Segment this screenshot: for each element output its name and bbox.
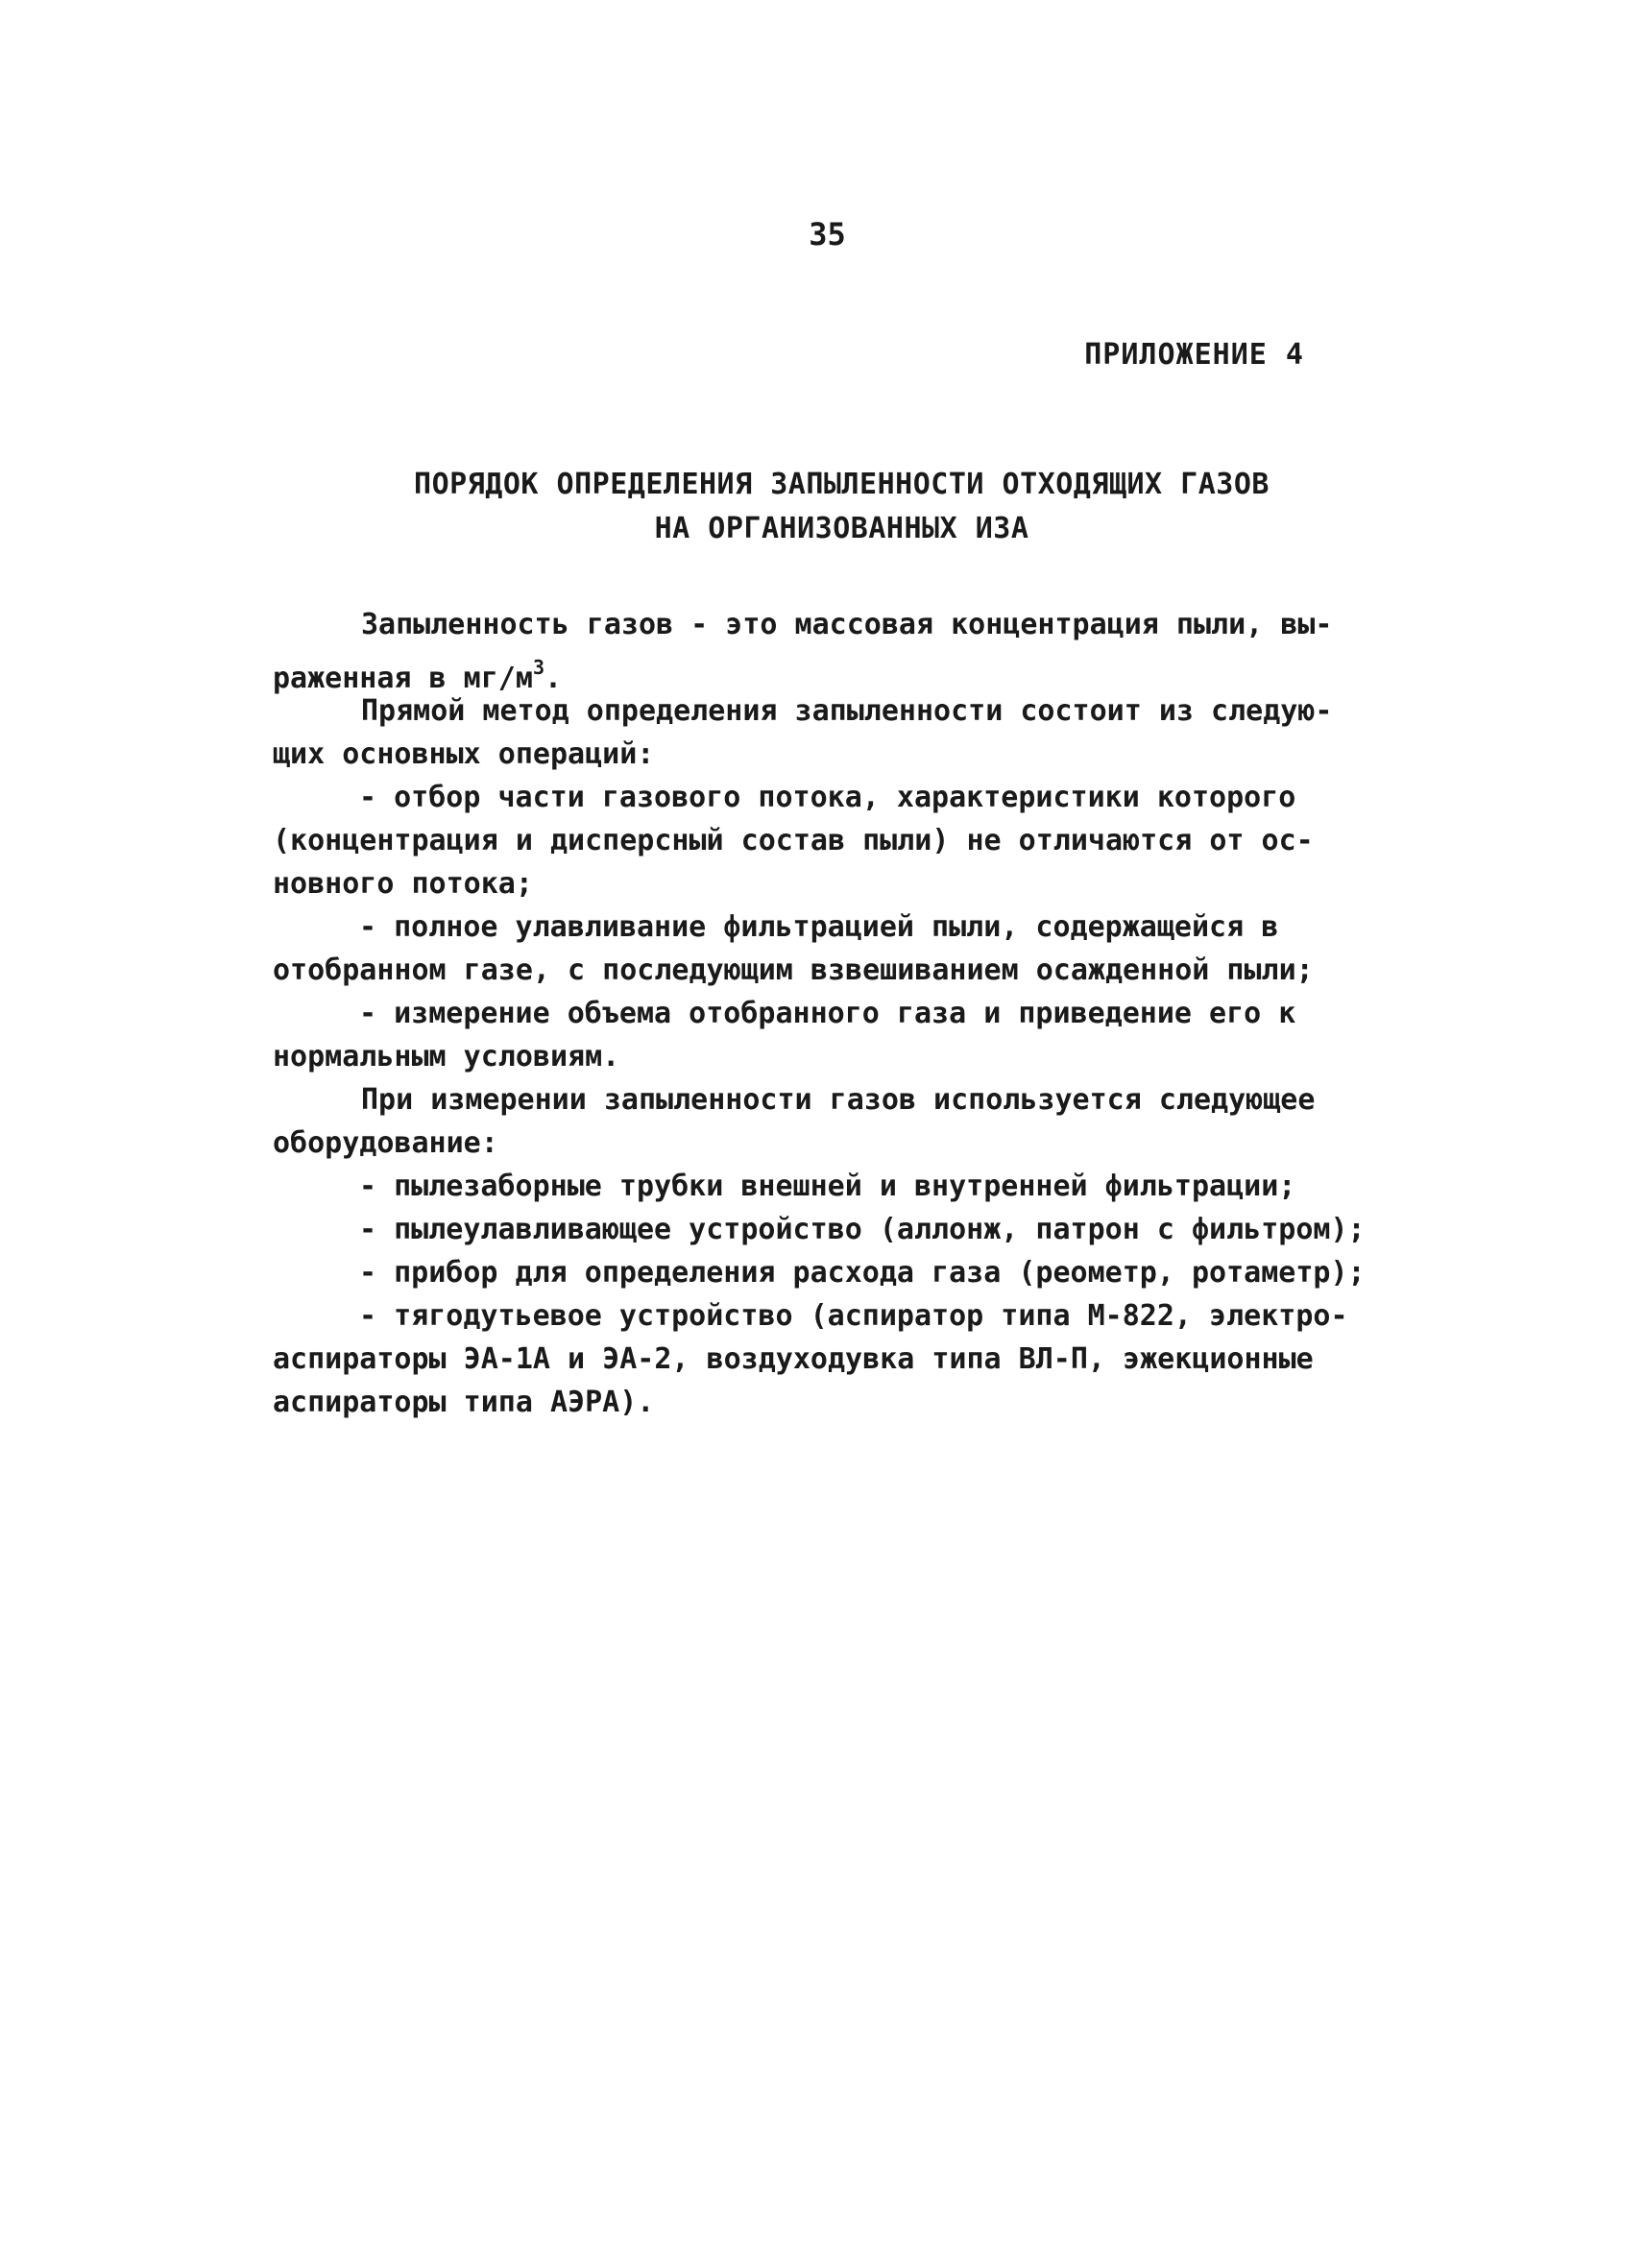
title-line-2: НА ОРГАНИЗОВАННЫХ ИЗА [654, 512, 1029, 545]
superscript: 3 [532, 656, 544, 679]
paragraph-line: аспираторы ЭА-1А и ЭА-2, воздуходувка типа ВЛ-П, эжекционные [273, 1342, 1314, 1376]
list-item: - прибор для определения расхода газа (реометр, ротаметр); [359, 1256, 1366, 1290]
paragraph-line [273, 646, 1396, 695]
page-number: 35 [809, 216, 846, 253]
text-fragment: . [544, 662, 563, 695]
paragraph-line: оборудование: [273, 1126, 498, 1160]
list-item: - тягодутьевое устройство (аспиратор типа М-822, электро- [359, 1299, 1348, 1333]
paragraph-line: Запыленность газов - это массовая концентрация пыли, вы- [361, 608, 1333, 641]
paragraph-line: новного потока; [273, 867, 533, 901]
body-text [273, 603, 1396, 1424]
paragraph-line: щих основных операций: [273, 737, 655, 771]
paragraph-line: При измерении запыленности газов используется следующее [361, 1083, 1316, 1117]
list-item: - измерение объема отобранного газа и приведение его к [359, 997, 1296, 1030]
paragraph-line: аспираторы типа АЭРА). [273, 1386, 655, 1419]
paragraph-line: отобранном газе, с последующим взвешиванием осажденной пыли; [273, 953, 1314, 987]
list-item: - пылезаборные трубки внешней и внутренней фильтрации; [359, 1170, 1296, 1203]
paragraph-line: (концентрация и дисперсный состав пыли) не отличаются от ос- [273, 824, 1314, 857]
appendix-label: ПРИЛОЖЕНИЕ 4 [1084, 338, 1304, 372]
document-title [0, 463, 1645, 551]
text-fragment: раженная в мг/м [273, 662, 533, 695]
list-item: - отбор части газового потока, характеристики которого [359, 781, 1296, 814]
title-line-1: ПОРЯДОК ОПРЕДЕЛЕНИЯ ЗАПЫЛЕННОСТИ ОТХОДЯЩИХ ГАЗОВ [414, 468, 1270, 501]
list-item: - полное улавливание фильтрацией пыли, содержащейся в [359, 910, 1279, 944]
paragraph-line: нормальным условиям. [273, 1040, 620, 1074]
list-item: - пылеулавливающее устройство (аллонж, патрон с фильтром); [359, 1213, 1366, 1246]
paragraph-line: Прямой метод определения запыленности состоит из следую- [361, 694, 1333, 728]
